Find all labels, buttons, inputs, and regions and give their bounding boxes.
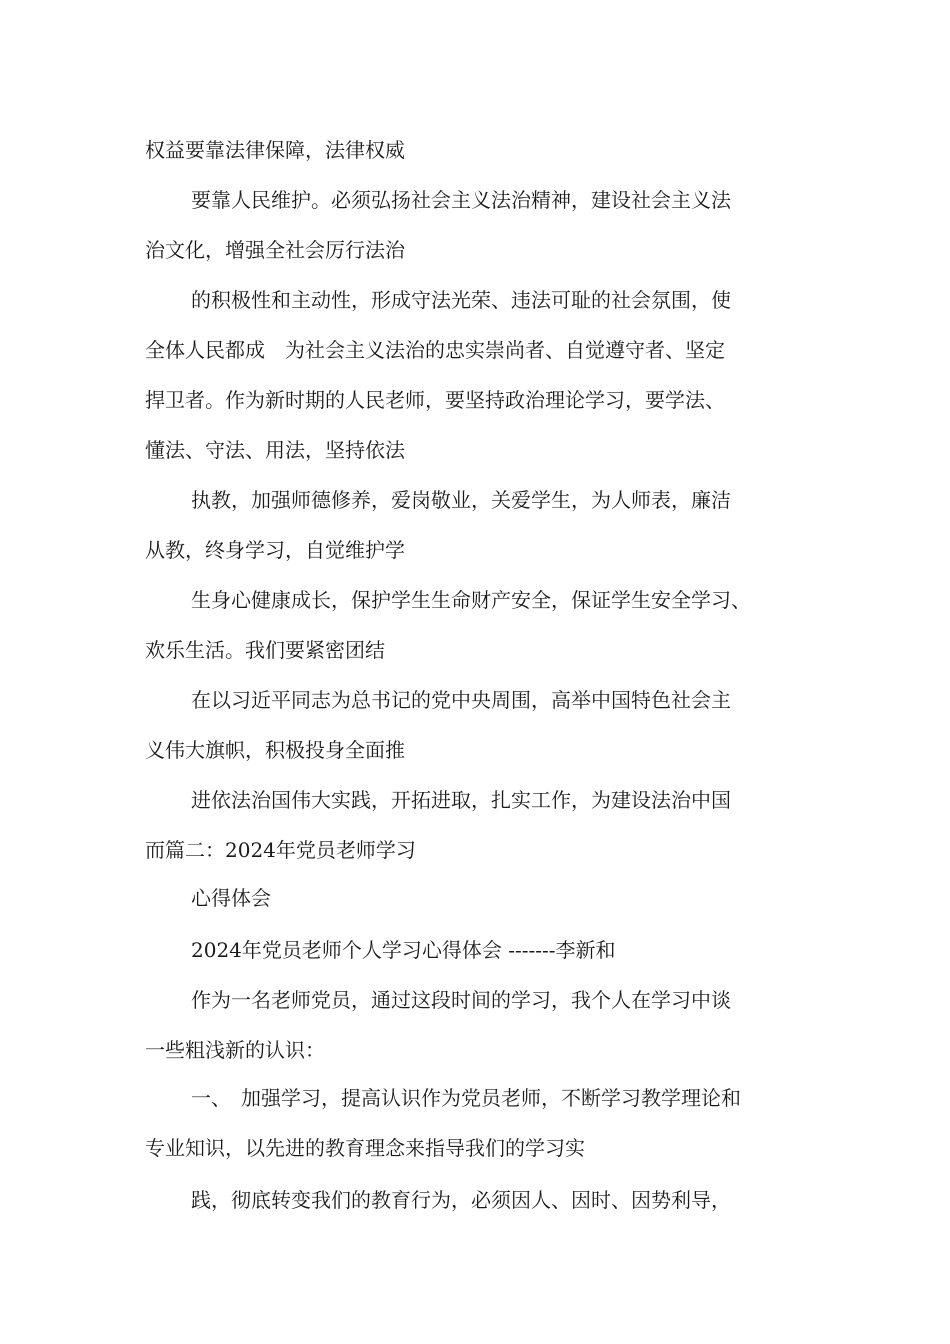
text-line: 专业知识，以先进的教育理念来指导我们的学习实	[145, 1136, 585, 1160]
text-line: 欢乐生活。我们要紧密团结	[145, 638, 385, 662]
text-line: 权益要靠法律保障，法律权威	[145, 138, 405, 162]
section-heading: 心得体会	[191, 886, 271, 910]
text-line: 全体人民都成 为社会主义法治的忠实崇尚者、自觉遵守者、坚定	[145, 338, 725, 362]
text-line: 生身心健康成长，保护学生生命财产安全，保证学生安全学习、	[191, 588, 751, 612]
text-line: 而篇二：2024年党员老师学习	[145, 838, 416, 862]
text-line: 治文化，增强全社会厉行法治	[145, 238, 405, 262]
text-line: 进依法治国伟大实践，开拓进取，扎实工作，为建设法治中国	[191, 788, 731, 812]
text-line: 捍卫者。作为新时期的人民老师，要坚持政治理论学习，要学法、	[145, 388, 725, 412]
text-line: 要靠人民维护。必须弘扬社会主义法治精神，建设社会主义法	[191, 188, 731, 212]
text-line: 作为一名老师党员，通过这段时间的学习，我个人在学习中谈	[191, 988, 731, 1012]
text-line: 一、 加强学习，提高认识作为党员老师，不断学习教学理论和	[191, 1086, 741, 1110]
text-line: 执教，加强师德修养，爱岗敬业，关爱学生，为人师表，廉洁	[191, 488, 731, 512]
subtitle-author-line: 2024年党员老师个人学习心得体会 -------李新和	[191, 938, 616, 962]
text-line: 义伟大旗帜，积极投身全面推	[145, 738, 405, 762]
text-line: 在以习近平同志为总书记的党中央周围，高举中国特色社会主	[191, 688, 731, 712]
text-line: 懂法、守法、用法，坚持依法	[145, 438, 405, 462]
text-line: 践，彻底转变我们的教育行为，必须因人、因时、因势利导，	[191, 1188, 731, 1212]
text-line: 的积极性和主动性，形成守法光荣、违法可耻的社会氛围，使	[191, 288, 731, 312]
text-line: 从教，终身学习，自觉维护学	[145, 538, 405, 562]
text-line: 一些粗浅新的认识：	[145, 1038, 325, 1062]
